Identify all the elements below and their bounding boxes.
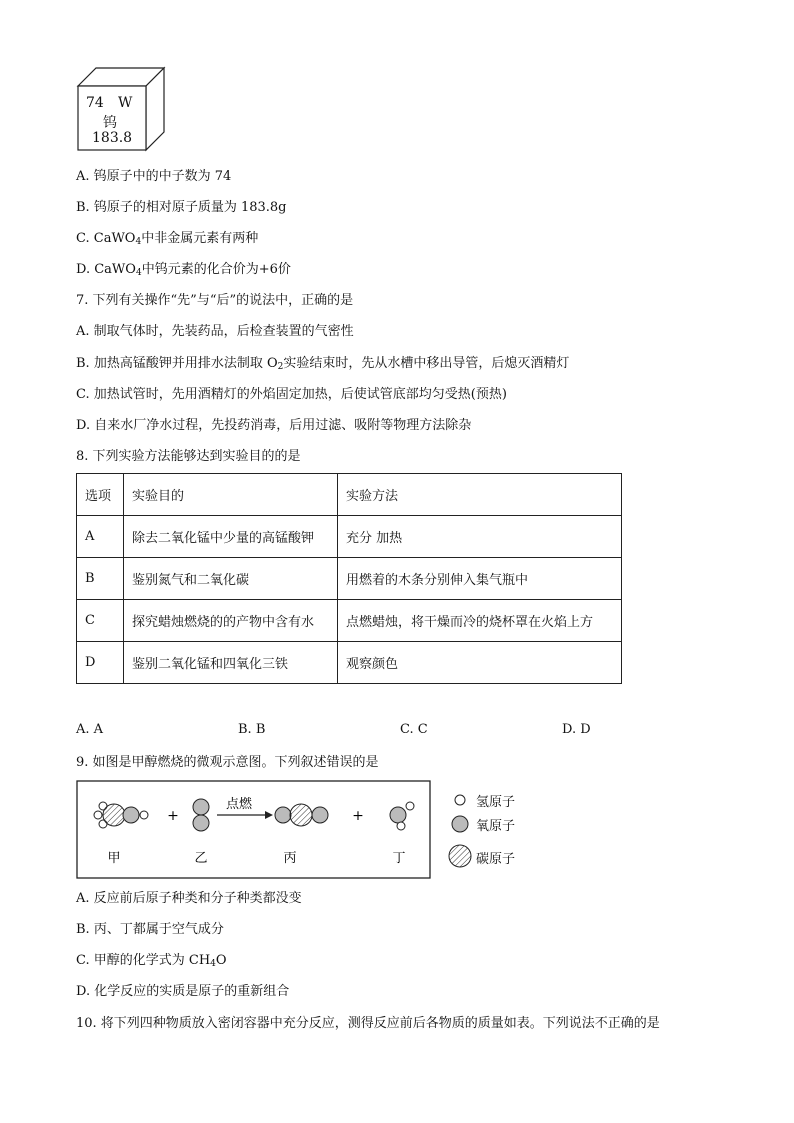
table-row (77, 516, 622, 558)
q8-table (76, 473, 622, 684)
q9-option-c: C. 甲醇的化学式为 $CH_4O$ (76, 953, 227, 969)
table-row (77, 642, 622, 684)
cell-method: 用燃着的木条分别伸入集气瓶中 (338, 558, 622, 600)
carbon-dioxide-molecule (275, 804, 328, 826)
arrow-condition-label: 点燃 (225, 797, 253, 812)
q8-choice-d: D. D (562, 722, 591, 737)
tile-element-name: 钨 (103, 115, 117, 131)
methanol-combustion-diagram (76, 780, 432, 880)
legend-oxygen: 氧原子 (476, 819, 516, 834)
header-purpose: 实验目的 (124, 474, 338, 516)
q6-option-b: B. 钨原子的相对原子质量为 183.8g (76, 200, 287, 215)
cell-purpose: 探究蜡烛燃烧的的产物中含有水 (124, 600, 338, 642)
cell-option: B (77, 558, 124, 600)
table-row (77, 558, 622, 600)
q8-choice-b: B. B (238, 722, 266, 737)
tile-symbol: W (118, 95, 133, 111)
cell-option: D (77, 642, 124, 684)
cell-purpose: 鉴别二氧化锰和四氧化三铁 (124, 642, 338, 684)
q7-stem: 7. 下列有关操作“先”与“后”的说法中，正确的是 (76, 293, 354, 308)
legend-carbon: 碳原子 (476, 852, 516, 867)
cell-method: 充分 加热 (338, 516, 622, 558)
q6-option-d: D. CaWO$_4$中钨元素的化合价为+6价 (76, 262, 291, 278)
header-method: 实验方法 (338, 474, 622, 516)
cell-option: A (77, 516, 124, 558)
cell-method: 观察颜色 (338, 642, 622, 684)
q7-option-a: A. 制取气体时，先装药品，后检查装置的气密性 (76, 324, 354, 339)
q8-choice-c: C. C (400, 722, 428, 737)
q6-option-a: A. 钨原子中的中子数为 74 (76, 169, 232, 184)
cell-purpose: 除去二氧化锰中少量的高锰酸钾 (124, 516, 338, 558)
label-jia: 甲 (107, 851, 121, 866)
label-ding: 丁 (392, 851, 406, 866)
plus-sign: + (167, 808, 179, 824)
cell-purpose: 鉴别氮气和二氧化碳 (124, 558, 338, 600)
q10-stem: 10. 将下列四种物质放入密闭容器中充分反应，测得反应前后各物质的质量如表。下列说法不正确的是 (76, 1016, 660, 1031)
header-option: 选项 (77, 474, 124, 516)
q9-option-b: B. 丙、丁都属于空气成分 (76, 922, 224, 937)
tile-atomic-mass: 183.8 (92, 130, 133, 146)
legend-hydrogen: 氢原子 (476, 795, 516, 810)
q8-stem: 8. 下列实验方法能够达到实验目的的是 (76, 449, 301, 464)
cell-method: 点燃蜡烛，将干燥而冷的烧杯罩在火焰上方 (338, 600, 622, 642)
table-header-row (77, 474, 622, 516)
label-yi: 乙 (194, 851, 208, 866)
diagram-legend-symbols (448, 788, 476, 872)
q9-stem: 9. 如图是甲醇燃烧的微观示意图。下列叙述错误的是 (76, 755, 379, 770)
tile-atomic-number: 74 (86, 95, 104, 111)
label-bing: 丙 (283, 851, 297, 866)
cell-option: C (77, 600, 124, 642)
table-row (77, 600, 622, 642)
q6-option-c: C. CaWO$_4$中非金属元素有两种 (76, 231, 259, 247)
q8-choice-a: A. A (76, 722, 104, 737)
q9-option-a: A. 反应前后原子种类和分子种类都没变 (76, 891, 302, 906)
plus-sign: + (352, 808, 364, 824)
q7-option-d: D. 自来水厂净水过程，先投药消毒，后用过滤、吸附等物理方法除杂 (76, 418, 472, 433)
q7-option-c: C. 加热试管时，先用酒精灯的外焰固定加热，后使试管底部均匀受热(预热) (76, 387, 507, 402)
q7-option-b: B. 加热高锰酸钾并用排水法制取 $O_2$实验结束时，先从水槽中移出导管，后熄灭酒精灯 (76, 356, 570, 372)
q9-option-d: D. 化学反应的实质是原子的重新组合 (76, 984, 290, 999)
